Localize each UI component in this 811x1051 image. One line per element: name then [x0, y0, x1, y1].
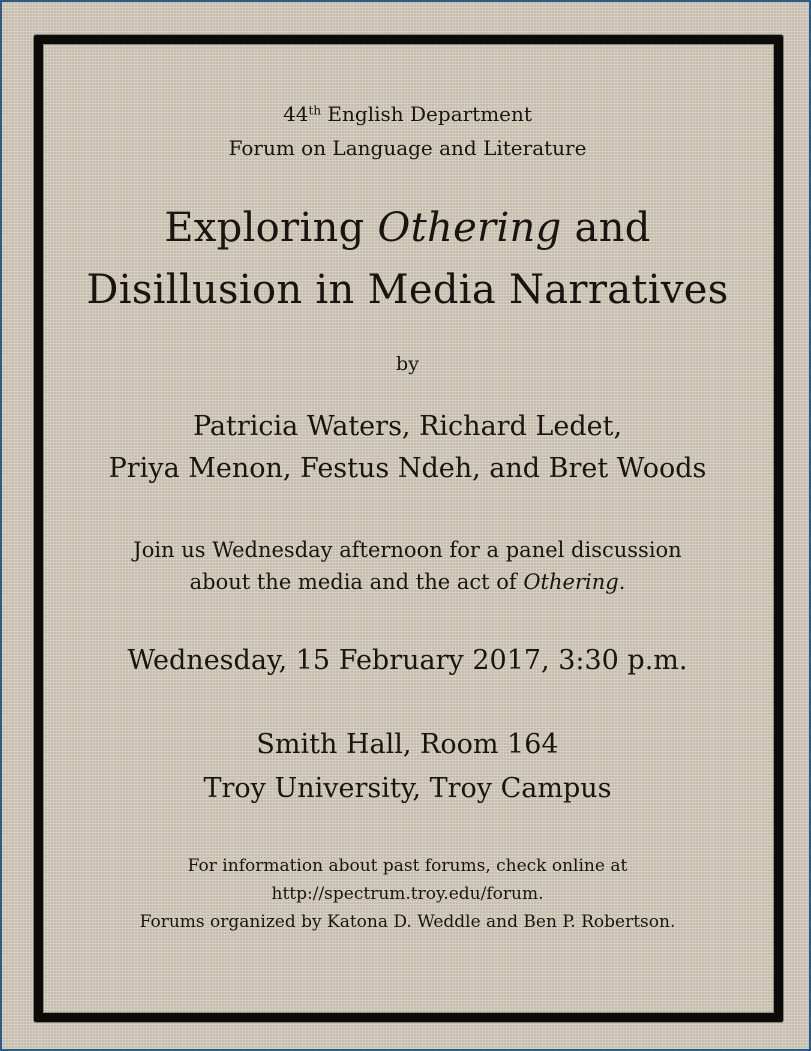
invitation-line-1: Join us Wednesday afternoon for a panel discussion — [133, 538, 682, 562]
forum-department: English Department — [321, 102, 532, 126]
venue-line-1: Smith Hall, Room 164 — [256, 729, 559, 760]
invitation-text: about the media and the act of — [189, 570, 524, 594]
presenters-line-1: Patricia Waters, Richard Ledet, — [192, 411, 623, 442]
forum-number: 44 — [283, 102, 309, 126]
invitation-period: . — [618, 570, 626, 594]
forum-url: http://spectrum.troy.edu/forum. — [271, 884, 544, 904]
info-line-1: For information about past forums, check online at — [187, 856, 628, 876]
event-title-line-1 — [2, 205, 811, 251]
title-emphasis: Othering — [377, 205, 562, 251]
forum-heading-line-1 — [2, 102, 811, 126]
by-label: by — [396, 353, 419, 375]
forum-heading-line-2: Forum on Language and Literature — [228, 136, 587, 160]
title-part-end: and — [561, 205, 651, 251]
presenters-line-2: Priya Menon, Festus Ndeh, and Bret Woods — [108, 453, 707, 484]
event-datetime: Wednesday, 15 February 2017, 3:30 p.m. — [127, 645, 688, 676]
invitation-line-2 — [2, 570, 811, 594]
title-part-start: Exploring — [164, 205, 378, 251]
venue-line-2: Troy University, Troy Campus — [203, 773, 612, 804]
invitation-emphasis: Othering — [523, 570, 619, 594]
forum-ordinal-suffix: th — [308, 103, 322, 118]
organizers-line: Forums organized by Katona D. Weddle and Ben P. Robertson. — [139, 912, 676, 932]
event-title-line-2: Disillusion in Media Narratives — [86, 267, 729, 313]
